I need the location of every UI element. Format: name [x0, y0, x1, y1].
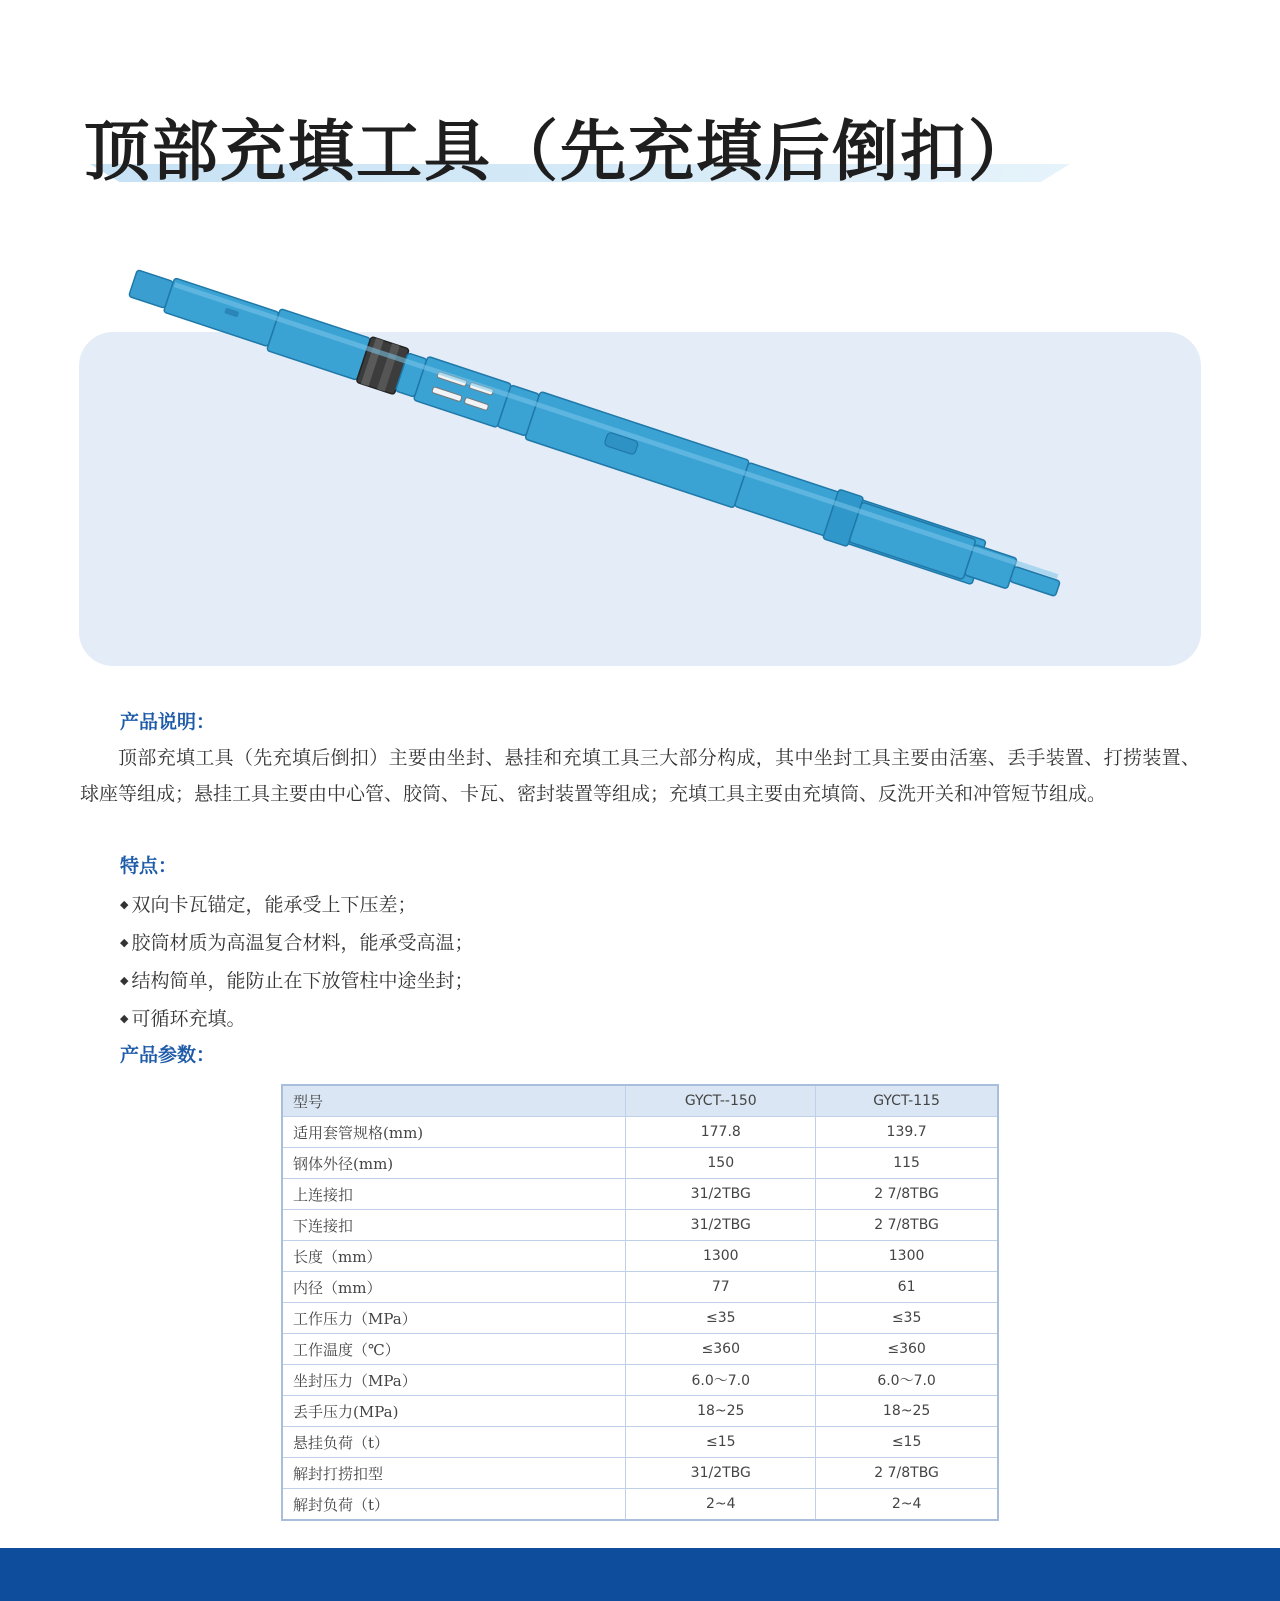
param-value: 2~4	[816, 1489, 998, 1521]
param-name: 丢手压力(MPa)	[282, 1396, 626, 1427]
param-value: 61	[816, 1272, 998, 1303]
table-row	[282, 1210, 998, 1241]
param-name: 解封负荷（t）	[282, 1489, 626, 1521]
param-value: 2 7/8TBG	[816, 1210, 998, 1241]
param-value: 115	[816, 1148, 998, 1179]
table-row	[282, 1458, 998, 1489]
param-value: 6.0～7.0	[816, 1365, 998, 1396]
feature-item: ◆ 胶筒材质为高温复合材料，能承受高温；	[120, 932, 474, 954]
param-value: 31/2TBG	[626, 1458, 816, 1489]
footer-bar	[0, 1548, 1280, 1601]
param-value: ≤15	[816, 1427, 998, 1458]
page-title: 顶部充填工具（先充填后倒扣）	[84, 113, 1036, 190]
param-value: 18~25	[626, 1396, 816, 1427]
bullet-icon: ◆	[120, 1012, 129, 1025]
param-value: 1300	[626, 1241, 816, 1272]
table-header-row	[282, 1085, 998, 1117]
features-heading: 特点：	[120, 855, 178, 877]
description-text: 顶部充填工具（先充填后倒扣）主要由坐封、悬挂和充填工具三大部分构成，其中坐封工具主要由活塞、丢手装置、打捞装置、球座等组成；悬挂工具主要由中心管、胶筒、卡瓦、密封装置等组成；充填工具主要由充填筒、反洗开关和冲管短节组成。	[80, 747, 1200, 805]
param-name: 下连接扣	[282, 1210, 626, 1241]
header-cell: GYCT--150	[626, 1085, 816, 1117]
param-name: 工作压力（MPa）	[282, 1303, 626, 1334]
param-name: 长度（mm）	[282, 1241, 626, 1272]
table-row	[282, 1396, 998, 1427]
param-value: ≤360	[626, 1334, 816, 1365]
bullet-icon: ◆	[120, 898, 129, 911]
table-row	[282, 1148, 998, 1179]
param-value: 77	[626, 1272, 816, 1303]
param-name: 上连接扣	[282, 1179, 626, 1210]
param-name: 工作温度（℃）	[282, 1334, 626, 1365]
param-value: 1300	[816, 1241, 998, 1272]
spec-table	[281, 1084, 999, 1521]
description-heading: 产品说明：	[120, 711, 216, 733]
table-row	[282, 1272, 998, 1303]
params-heading: 产品参数：	[120, 1044, 216, 1066]
table-row	[282, 1334, 998, 1365]
param-value: 31/2TBG	[626, 1179, 816, 1210]
param-value: ≤360	[816, 1334, 998, 1365]
param-name: 坐封压力（MPa）	[282, 1365, 626, 1396]
table-row	[282, 1427, 998, 1458]
param-name: 内径（mm）	[282, 1272, 626, 1303]
param-name: 悬挂负荷（t）	[282, 1427, 626, 1458]
bullet-icon: ◆	[120, 974, 129, 987]
tool-illustration	[0, 0, 1280, 700]
table-row	[282, 1303, 998, 1334]
header-cell: GYCT-115	[816, 1085, 998, 1117]
table-row	[282, 1241, 998, 1272]
param-value: 2 7/8TBG	[816, 1179, 998, 1210]
param-value: ≤35	[626, 1303, 816, 1334]
param-value: 177.8	[626, 1117, 816, 1148]
table-row	[282, 1489, 998, 1521]
table-row	[282, 1365, 998, 1396]
param-value: 150	[626, 1148, 816, 1179]
features-list	[120, 886, 473, 1038]
param-value: 2~4	[626, 1489, 816, 1521]
feature-item: ◆ 双向卡瓦锚定，能承受上下压差；	[120, 894, 417, 916]
feature-item: ◆ 可循环充填。	[120, 1008, 246, 1030]
param-value: ≤35	[816, 1303, 998, 1334]
param-name: 适用套管规格(mm)	[282, 1117, 626, 1148]
feature-item: ◆ 结构简单，能防止在下放管柱中途坐封；	[120, 970, 474, 992]
param-value: 6.0～7.0	[626, 1365, 816, 1396]
bullet-icon: ◆	[120, 936, 129, 949]
param-value: 31/2TBG	[626, 1210, 816, 1241]
header-cell: 型号	[282, 1085, 626, 1117]
param-value: ≤15	[626, 1427, 816, 1458]
param-name: 解封打捞扣型	[282, 1458, 626, 1489]
param-value: 18~25	[816, 1396, 998, 1427]
param-value: 2 7/8TBG	[816, 1458, 998, 1489]
param-value: 139.7	[816, 1117, 998, 1148]
table-row	[282, 1117, 998, 1148]
param-name: 钢体外径(mm)	[282, 1148, 626, 1179]
table-row	[282, 1179, 998, 1210]
